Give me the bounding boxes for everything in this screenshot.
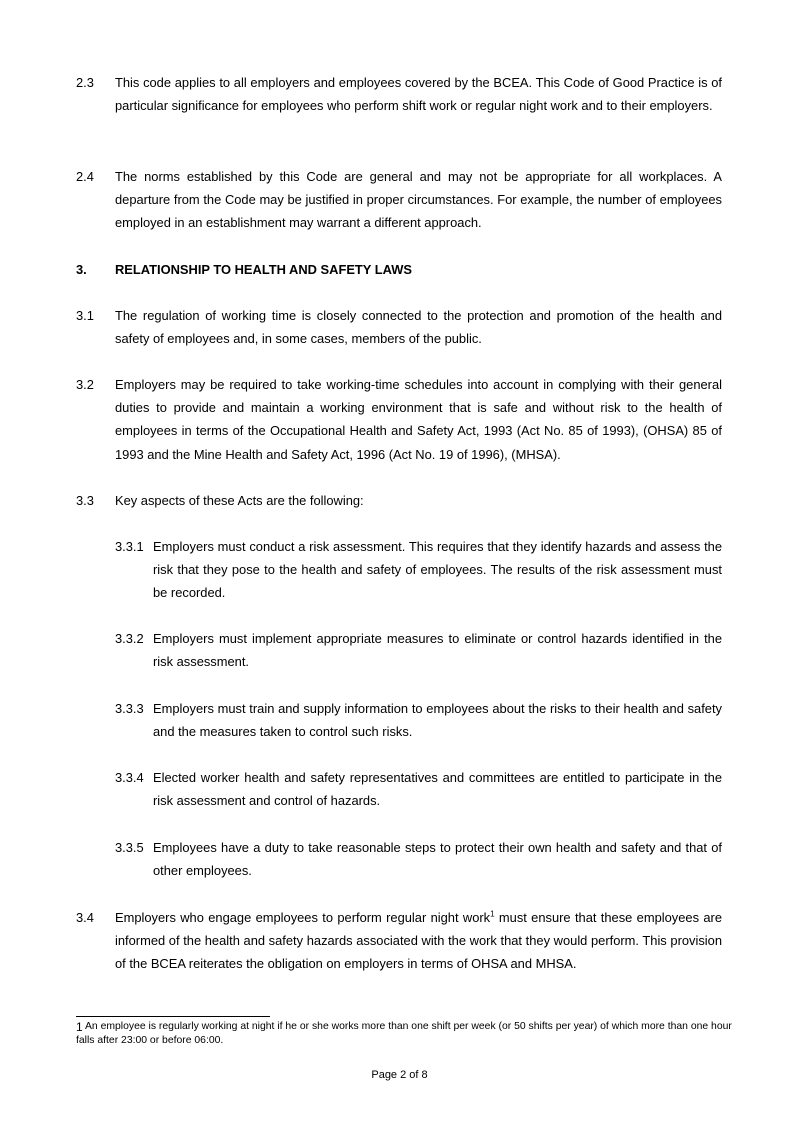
section-3-heading	[76, 258, 412, 281]
subparagraph-number: 3.3.2	[115, 631, 144, 646]
subparagraph-3-3-1	[115, 535, 722, 605]
footnote	[76, 1020, 736, 1048]
subparagraph-3-3-4	[115, 766, 722, 812]
paragraph-text: The regulation of working time is closely connected to the protection and promotion of the health and safety of employees and, in some cases, members of the public.	[115, 308, 722, 347]
paragraph-number: 3.1	[76, 308, 94, 323]
paragraph-text: Key aspects of these Acts are the following:	[115, 493, 364, 508]
subparagraph-3-3-3	[115, 697, 722, 743]
subparagraph-3-3-2	[115, 627, 722, 673]
footnote-divider	[76, 1016, 270, 1017]
subparagraph-number: 3.3.3	[115, 701, 144, 716]
paragraph-number: 2.4	[76, 169, 94, 184]
paragraph-text	[115, 906, 722, 976]
footnote-text: An employee is regularly working at night if he or she works more than one shift per week (or 50 shifts per year) of which more than one hour falls after 23:00 or before 06:00.	[76, 1021, 732, 1046]
paragraph-number: 2.3	[76, 75, 94, 90]
paragraph-3-2	[76, 373, 722, 466]
footnote-reference: 1	[490, 909, 495, 919]
subparagraph-text: Elected worker health and safety representatives and committees are entitled to participate in the risk assessment and control of hazards.	[153, 770, 722, 809]
paragraph-2-4	[76, 165, 722, 235]
paragraph-text: The norms established by this Code are general and may not be appropriate for all workplaces. A departure from the Code may be justified in proper circumstances. For example, the number of employees employed in an establishment may warrant a different approach.	[115, 169, 722, 231]
paragraph-text-end: must ensure that these employees are informed of the health and safety hazards associated with the work that they would perform. This provision of the BCEA reiterates the obligation on employers in terms of OHSA and MHSA.	[115, 910, 722, 972]
paragraph-3-1	[76, 304, 722, 350]
paragraph-3-3	[76, 489, 722, 512]
section-title: RELATIONSHIP TO HEALTH AND SAFETY LAWS	[115, 262, 412, 277]
footnote-mark: 1	[76, 1020, 83, 1034]
paragraph-number: 3.2	[76, 377, 94, 392]
paragraph-number: 3.3	[76, 493, 94, 508]
subparagraph-3-3-5	[115, 836, 722, 882]
subparagraph-number: 3.3.1	[115, 539, 144, 554]
paragraph-text: This code applies to all employers and employees covered by the BCEA. This Code of Good Practice is of particular significance for employees who perform shift work or regular night work and to their employers.	[115, 75, 722, 114]
page-number: Page 2 of 8	[371, 1069, 428, 1081]
section-number: 3.	[76, 262, 87, 277]
subparagraph-text: Employers must conduct a risk assessment. This requires that they identify hazards and assess the risk that they pose to the health and safety of employees. The results of the risk assessment must be recorded.	[153, 539, 722, 601]
paragraph-number: 3.4	[76, 910, 94, 925]
paragraph-2-3	[76, 71, 722, 117]
paragraph-text-start: Employers who engage employees to perform regular night work	[115, 910, 491, 925]
paragraph-3-4	[76, 906, 722, 976]
subparagraph-text: Employers must train and supply information to employees about the risks to their health and safety and the measures taken to control such risks.	[153, 701, 722, 740]
subparagraph-number: 3.3.5	[115, 840, 144, 855]
subparagraph-number: 3.3.4	[115, 770, 144, 785]
paragraph-text: Employers may be required to take working-time schedules into account in complying with their general duties to provide and maintain a working environment that is safe and without risk to the health of employees in terms of the Occupational Health and Safety Act, 1993 (Act No. 85 of 1993), (OHSA) 85 of 1993 and the Mine Health and Safety Act, 1996 (Act No. 19 of 1996), (MHSA).	[115, 377, 722, 462]
subparagraph-text: Employees have a duty to take reasonable steps to protect their own health and safety and that of other employees.	[153, 840, 722, 879]
subparagraph-text: Employers must implement appropriate measures to eliminate or control hazards identified in the risk assessment.	[153, 631, 722, 670]
